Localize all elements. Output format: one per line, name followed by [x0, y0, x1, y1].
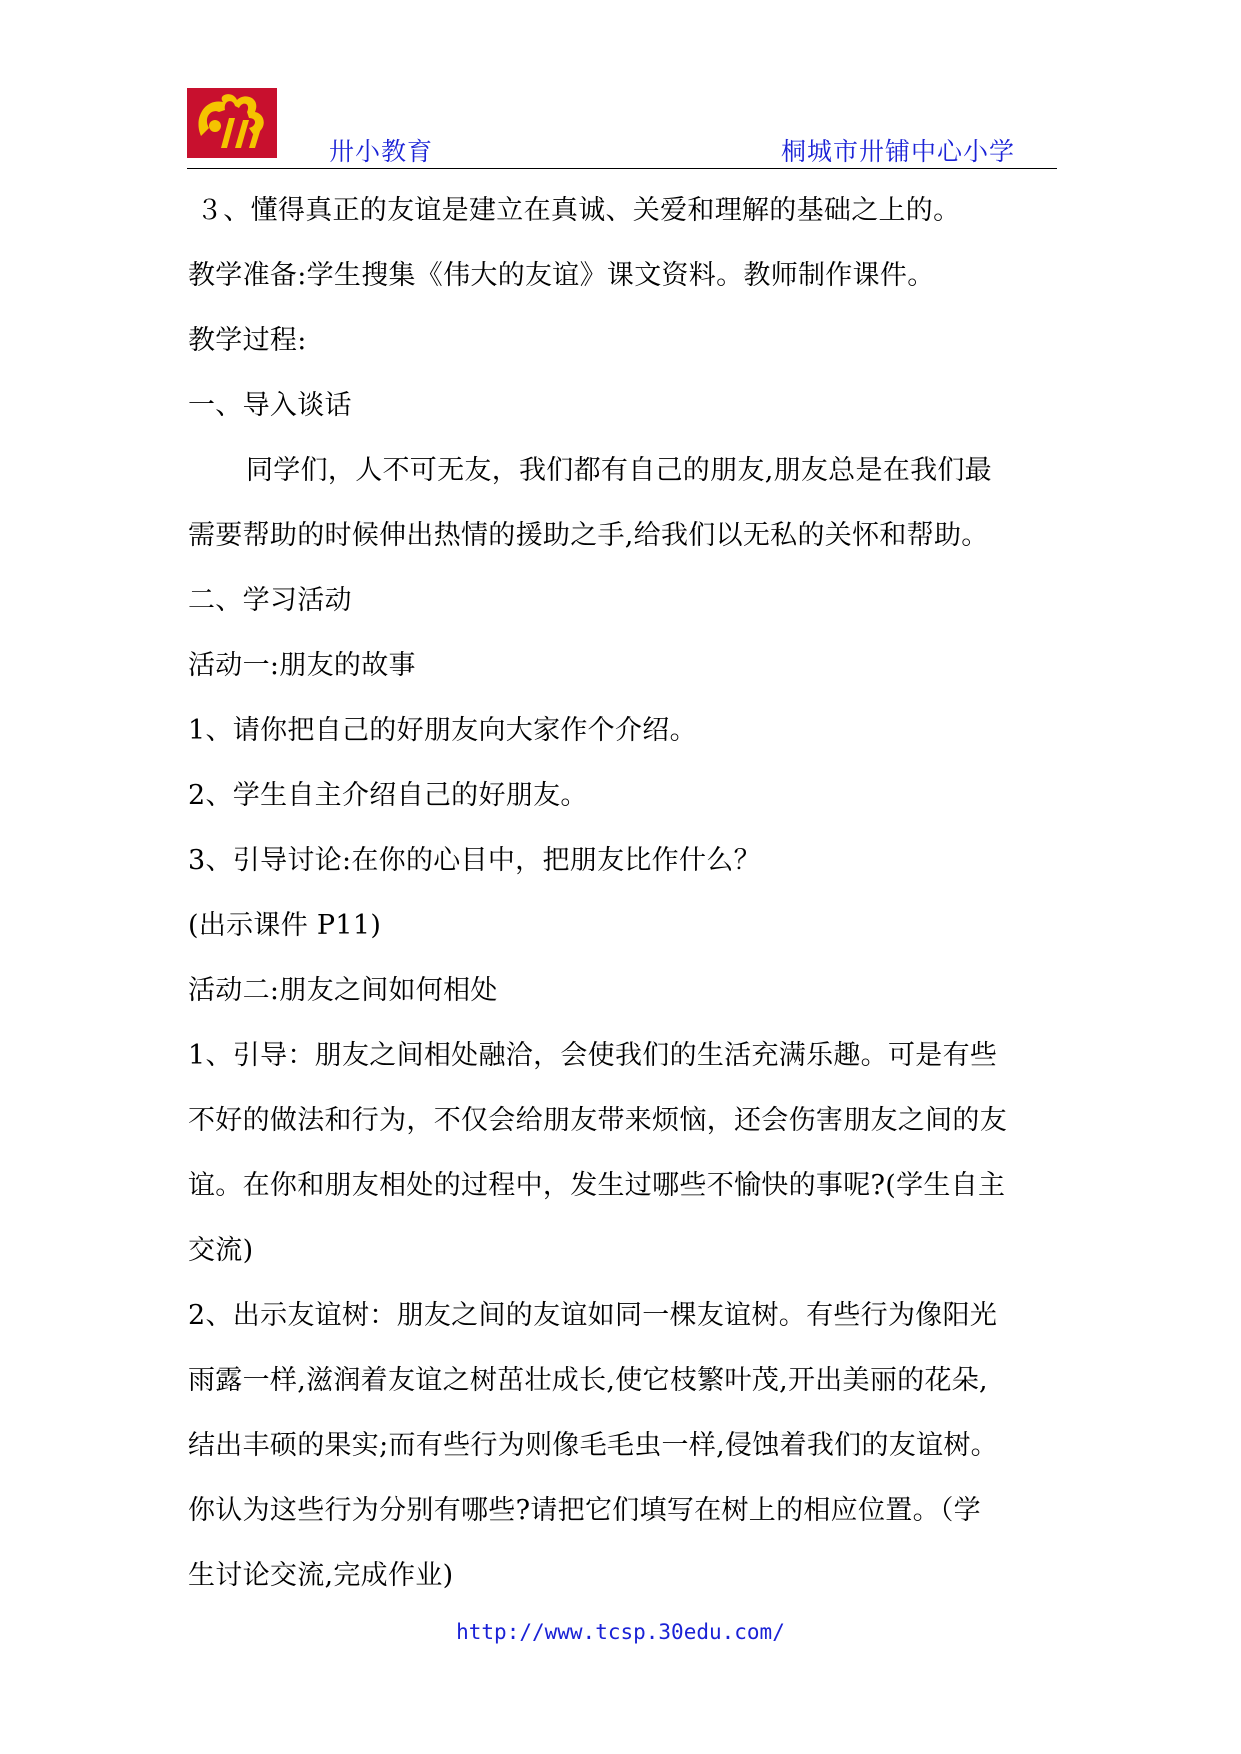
- text-line: 生讨论交流,完成作业): [188, 1560, 454, 1591]
- header-left-text: 卅小教育: [329, 137, 434, 166]
- text-line: 你认为这些行为分别有哪些?请把它们填写在树上的相应位置。（学: [188, 1495, 981, 1526]
- text-line: 交流): [188, 1235, 254, 1266]
- text-line: 雨露一样,滋润着友谊之树茁壮成长,使它枝繁叶茂,开出美丽的花朵,: [188, 1365, 988, 1396]
- header-right-text: 桐城市卅铺中心小学: [780, 137, 1015, 166]
- text-line: 需要帮助的时候伸出热情的援助之手,给我们以无私的关怀和帮助。: [188, 520, 989, 551]
- activity-heading: 活动一:朋友的故事: [188, 650, 416, 681]
- text-line: 教学准备:学生搜集《伟大的友谊》课文资料。教师制作课件。: [188, 260, 935, 291]
- section-heading: 二、学习活动: [188, 585, 352, 616]
- activity-heading: 活动二:朋友之间如何相处: [188, 975, 498, 1006]
- text-line: 不好的做法和行为，不仅会给朋友带来烦恼，还会伤害朋友之间的友: [188, 1105, 1007, 1136]
- text-line: 2、学生自主介绍自己的好朋友。: [188, 780, 588, 811]
- text-line: 2、出示友谊树：朋友之间的友谊如同一棵友谊树。有些行为像阳光: [188, 1300, 998, 1331]
- page-header: [187, 88, 1057, 169]
- section-heading: 一、导入谈话: [188, 390, 352, 421]
- text-line: 教学过程:: [188, 325, 307, 356]
- text-line: 3、引导讨论:在你的心目中，把朋友比作什么？: [188, 845, 761, 876]
- text-line: 同学们，人不可无友，我们都有自己的朋友,朋友总是在我们最: [246, 455, 992, 486]
- text-line: (出示课件 P11): [188, 910, 382, 941]
- text-line: 谊。在你和朋友相处的过程中，发生过哪些不愉快的事呢?(学生自主: [188, 1170, 1006, 1201]
- text-line: 1、引导：朋友之间相处融洽，会使我们的生活充满乐趣。可是有些: [188, 1040, 998, 1071]
- document-body: [188, 178, 1068, 1608]
- text-line: 1、请你把自己的好朋友向大家作个介绍。: [188, 715, 697, 746]
- text-line: ３、懂得真正的友谊是建立在真诚、关爱和理解的基础之上的。: [196, 195, 961, 226]
- footer-url[interactable]: http://www.tcsp.30edu.com/: [456, 1620, 785, 1644]
- school-logo: [187, 88, 277, 158]
- text-line: 结出丰硕的果实;而有些行为则像毛毛虫一样,侵蚀着我们的友谊树。: [188, 1430, 998, 1461]
